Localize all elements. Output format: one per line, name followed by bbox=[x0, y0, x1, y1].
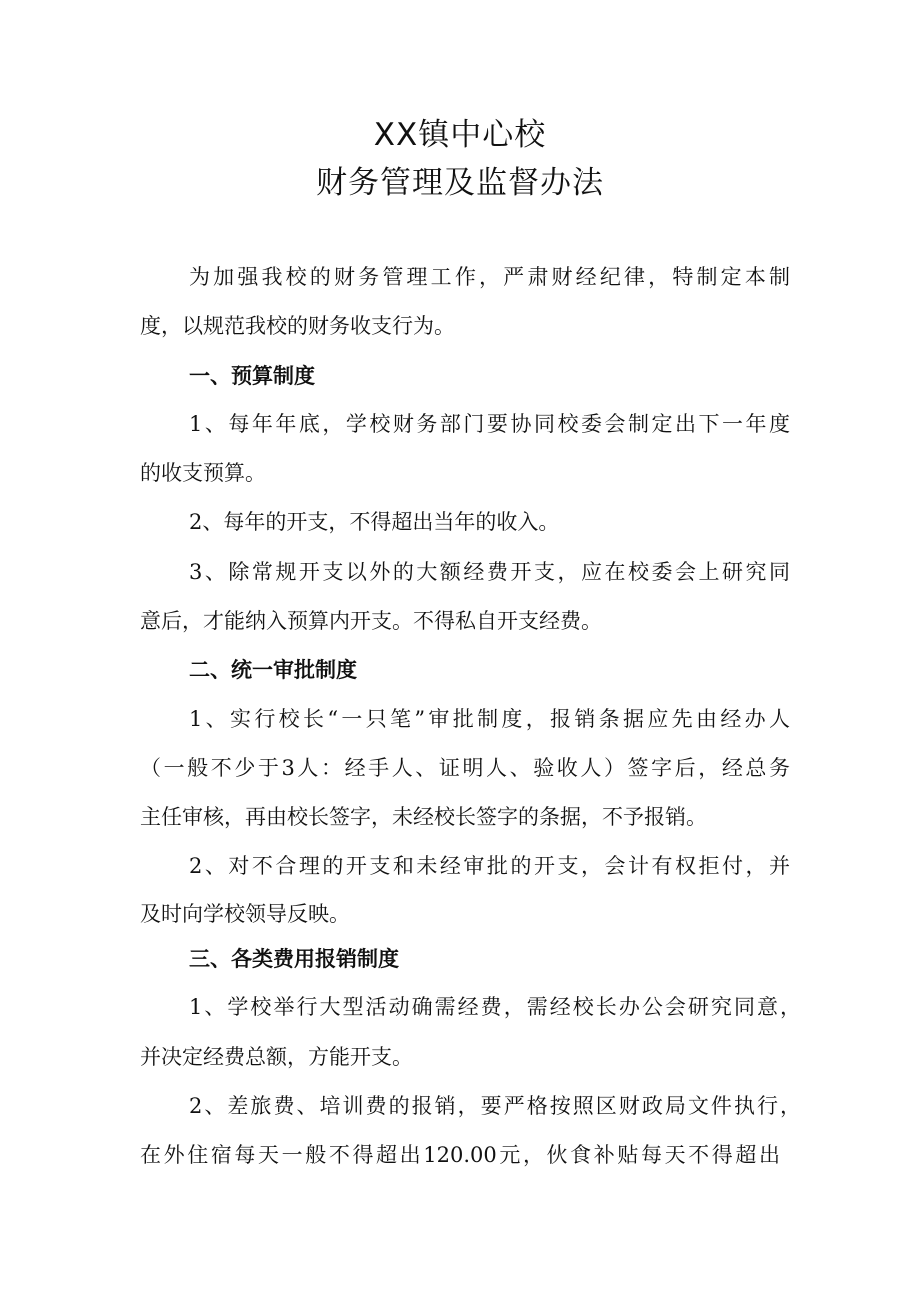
paragraph-line: 2、对不合理的开支和未经审批的开支，会计有权拒付，并 bbox=[189, 854, 790, 878]
document-title-main: 财务管理及监督办法 bbox=[316, 165, 604, 201]
paragraph-line: 意后，才能纳入预算内开支。不得私自开支经费。 bbox=[140, 609, 602, 633]
paragraph-line: 并决定经费总额，方能开支。 bbox=[140, 1045, 413, 1069]
section-heading-approval: 二、统一审批制度 bbox=[189, 658, 357, 682]
paragraph-line: 的收支预算。 bbox=[140, 461, 266, 485]
paragraph-line: （一般不少于3人：经手人、证明人、验收人）签字后，经总务 bbox=[140, 756, 790, 780]
paragraph-line: 及时向学校领导反映。 bbox=[140, 902, 350, 926]
document-title-school: XX镇中心校 bbox=[373, 117, 547, 153]
paragraph-line: 3、除常规开支以外的大额经费开支，应在校委会上研究同 bbox=[189, 560, 790, 584]
paragraph-line: 2、差旅费、培训费的报销，要严格按照区财政局文件执行， bbox=[189, 1094, 801, 1118]
section-heading-reimbursement: 三、各类费用报销制度 bbox=[189, 947, 399, 971]
paragraph-line: 主任审核，再由校长签字，未经校长签字的条据，不予报销。 bbox=[140, 805, 707, 829]
paragraph-line: 1、学校举行大型活动确需经费，需经校长办公会研究同意， bbox=[189, 995, 801, 1019]
paragraph-line: 1、每年年底，学校财务部门要协同校委会制定出下一年度 bbox=[189, 412, 790, 436]
paragraph-line: 2、每年的开支，不得超出当年的收入。 bbox=[189, 510, 560, 534]
paragraph-line: 度，以规范我校的财务收支行为。 bbox=[140, 314, 455, 338]
paragraph-line: 为加强我校的财务管理工作，严肃财经纪律，特制定本制 bbox=[189, 265, 790, 289]
paragraph-line: 1、实行校长“一只笔”审批制度，报销条据应先由经办人 bbox=[189, 707, 790, 731]
paragraph-line: 在外住宿每天一般不得超出120.00元，伙食补贴每天不得超出 bbox=[140, 1143, 780, 1167]
section-heading-budget: 一、预算制度 bbox=[189, 364, 315, 388]
